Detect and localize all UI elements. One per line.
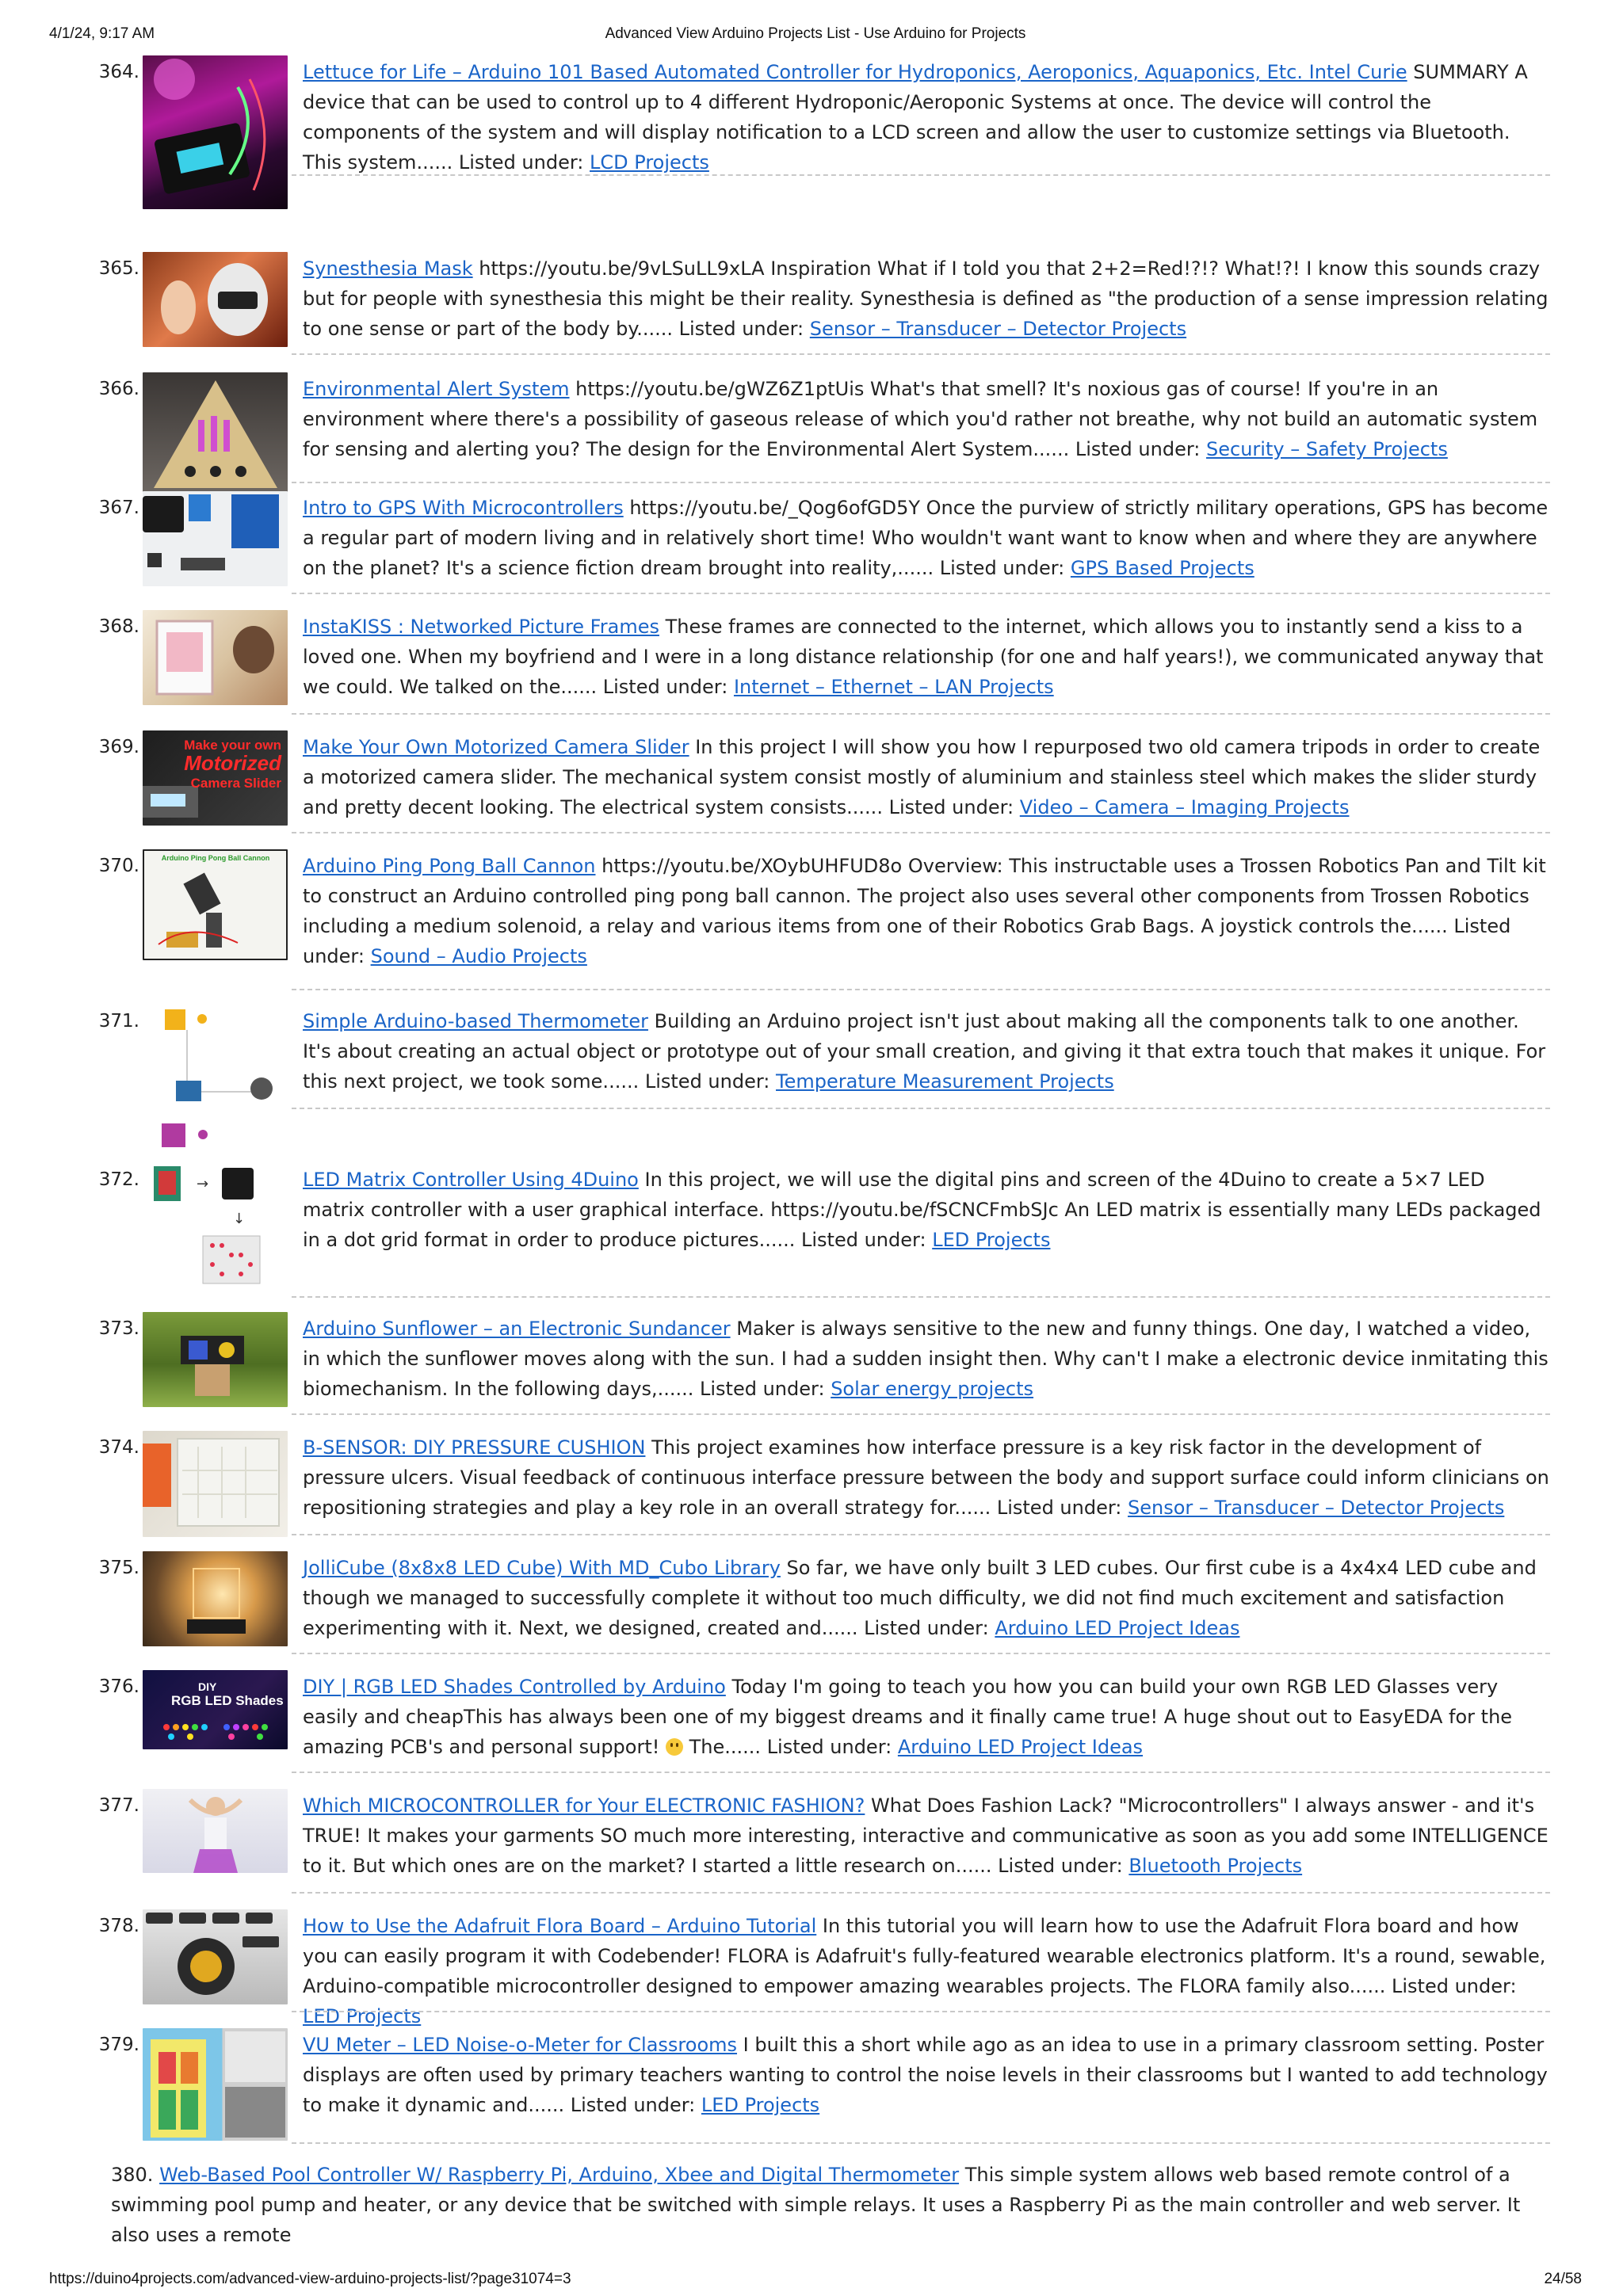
category-link[interactable]: LED Projects bbox=[932, 1229, 1051, 1251]
print-page-title: Advanced View Arduino Projects List - Use Arduino for Projects bbox=[605, 25, 1026, 42]
thumbnail-image[interactable] bbox=[143, 1909, 288, 2004]
list-item bbox=[79, 604, 1550, 724]
thumb-caption: Make your own bbox=[184, 738, 281, 753]
list-item bbox=[79, 2152, 1550, 2246]
svg-text:→: → bbox=[197, 1176, 209, 1192]
divider bbox=[292, 1108, 1550, 1109]
list-item bbox=[79, 724, 1550, 843]
thumbnail-image[interactable] bbox=[143, 849, 288, 960]
item-number: 377. bbox=[98, 1795, 139, 1816]
project-title-link[interactable]: Which MICROCONTROLLER for Your ELECTRONIC FASHION? bbox=[303, 1794, 865, 1817]
list-item bbox=[79, 366, 1550, 485]
item-number: 380. bbox=[111, 2164, 154, 2186]
list-item bbox=[79, 2022, 1550, 2152]
item-number: 379. bbox=[98, 2035, 139, 2055]
category-link[interactable]: Solar energy projects bbox=[831, 1378, 1034, 1400]
thumbnail-image[interactable] bbox=[143, 252, 288, 347]
divider bbox=[292, 1534, 1550, 1535]
list-item bbox=[79, 1425, 1550, 1545]
category-link[interactable]: LED Projects bbox=[303, 2005, 422, 2027]
project-title-link[interactable]: Simple Arduino-based Thermometer bbox=[303, 1010, 648, 1032]
item-number: 365. bbox=[98, 258, 139, 279]
divider bbox=[292, 1653, 1550, 1654]
thumbnail-image[interactable] bbox=[143, 1312, 288, 1407]
project-title-link[interactable]: Make Your Own Motorized Camera Slider bbox=[303, 736, 689, 758]
thumbnail-image[interactable] bbox=[143, 372, 288, 496]
list-item bbox=[79, 1157, 1550, 1306]
divider bbox=[292, 1772, 1550, 1773]
list-item bbox=[79, 49, 1550, 246]
category-link[interactable]: LCD Projects bbox=[590, 151, 709, 174]
list-item bbox=[79, 246, 1550, 366]
divider bbox=[292, 1892, 1550, 1894]
project-title-link[interactable]: Web-Based Pool Controller W/ Raspberry Pi, Arduino, Xbee and Digital Thermometer bbox=[159, 2164, 960, 2186]
divider bbox=[292, 989, 1550, 990]
thumbnail-image[interactable] bbox=[143, 1005, 288, 1155]
category-link[interactable]: Arduino LED Project Ideas bbox=[995, 1617, 1240, 1639]
item-number: 374. bbox=[98, 1437, 139, 1458]
project-title-link[interactable]: How to Use the Adafruit Flora Board – Arduino Tutorial bbox=[303, 1915, 817, 1937]
item-description: Simple Arduino-based Thermometer Building an Arduino project isn't just about making all the components talk to one another. It's about creating an actual object or prototype out of your small creation, and giving it that extra touch that makes it unique. For this next project, we took some...... Listed under: Temperature Measurement Projects bbox=[303, 1010, 1546, 1093]
item-number: 375. bbox=[98, 1558, 139, 1578]
smiley-icon bbox=[666, 1738, 683, 1756]
divider bbox=[292, 482, 1550, 483]
divider bbox=[292, 593, 1550, 594]
category-link[interactable]: Temperature Measurement Projects bbox=[776, 1070, 1114, 1093]
divider bbox=[292, 174, 1550, 176]
item-description: JolliCube (8x8x8 LED Cube) With MD_Cubo Library So far, we have only built 3 LED cubes. Our first cube is a 4x4x4 LED cube and though we managed to successfully complete it without too much difficulty, we did not find much excitement and satisfaction experimenting with it. Next, we designed, created and...... Listed under: Arduino LED Project Ideas bbox=[303, 1557, 1537, 1639]
divider bbox=[292, 1296, 1550, 1298]
list-item bbox=[79, 998, 1550, 1157]
thumbnail-image[interactable] bbox=[143, 1163, 288, 1290]
item-description: How to Use the Adafruit Flora Board – Arduino Tutorial In this tutorial you will learn how to use the Adafruit Flora board and how you can easily program it with Codebender! FLORA is Adafruit's fully-featured wearable electronics platform. It's a round, sewable, Arduino-compatible microcontroller designed to empower amazing wearables projects. The FLORA family also...... Listed under: LED Projects bbox=[303, 1915, 1546, 2027]
item-description: Environmental Alert System https://youtu.be/gWZ6Z1ptUis What's that smell? It's noxious gas of course! If you're in an environment where there's a possibility of gaseous release of which you'd rather not breathe, why not build an automatic system for sensing and alerting you? The design for the Environmental Alert System...... Listed under: Security – Safety Projects bbox=[303, 378, 1538, 460]
project-title-link[interactable]: B-SENSOR: DIY PRESSURE CUSHION bbox=[303, 1436, 646, 1459]
print-header bbox=[49, 25, 1582, 48]
list-item bbox=[79, 485, 1550, 604]
project-title-link[interactable]: DIY | RGB LED Shades Controlled by Arduino bbox=[303, 1676, 726, 1698]
category-link[interactable]: Bluetooth Projects bbox=[1128, 1855, 1303, 1877]
item-number: 372. bbox=[98, 1169, 139, 1190]
item-number: 369. bbox=[98, 737, 139, 757]
divider bbox=[292, 2142, 1550, 2144]
category-link[interactable]: Security – Safety Projects bbox=[1206, 438, 1448, 460]
project-title-link[interactable]: LED Matrix Controller Using 4Duino bbox=[303, 1169, 639, 1191]
project-title-link[interactable]: Arduino Sunflower – an Electronic Sundancer bbox=[303, 1318, 731, 1340]
item-description: InstaKISS : Networked Picture Frames These frames are connected to the internet, which allows you to instantly send a kiss to a loved one. When my boyfriend and I were in a long distance relationship (for one and half years!), we communicated anyway that we could. We talked on the...... Listed under: Internet – Ethernet – LAN Projects bbox=[303, 616, 1544, 698]
list-item bbox=[79, 1783, 1550, 1903]
list-item bbox=[79, 1306, 1550, 1425]
svg-text:↓: ↓ bbox=[233, 1211, 246, 1227]
category-link[interactable]: GPS Based Projects bbox=[1070, 557, 1254, 579]
item-description: B-SENSOR: DIY PRESSURE CUSHION This project examines how interface pressure is a key risk factor in the development of pressure ulcers. Visual feedback of continuous interface pressure between the body and support surface could inform clinicians on repositioning strategies and play a key role in an overall strategy for...... Listed under: Sensor – Transducer – Detector Projects bbox=[303, 1436, 1549, 1519]
category-link[interactable]: LED Projects bbox=[701, 2094, 820, 2116]
item-description: Arduino Ping Pong Ball Cannon https://youtu.be/XOybUHFUD8o Overview: This instructable uses a Trossen Robotics Pan and Tilt kit to construct an Arduino controlled ping pong ball cannon. The project also uses several other components from Trossen Robotics including a medium solenoid, a relay and various items from one of their Robotics Grab Bags. A joystick controls the...... Listed under: Sound – Audio Projects bbox=[303, 855, 1546, 967]
print-footer bbox=[49, 2271, 1582, 2293]
thumbnail-image[interactable] bbox=[143, 491, 288, 586]
thumbnail-image[interactable] bbox=[143, 1789, 288, 1873]
category-link[interactable]: Internet – Ethernet – LAN Projects bbox=[733, 676, 1054, 698]
project-title-link[interactable]: Environmental Alert System bbox=[303, 378, 570, 400]
category-link[interactable]: Sensor – Transducer – Detector Projects bbox=[1128, 1497, 1505, 1519]
project-title-link[interactable]: Arduino Ping Pong Ball Cannon bbox=[303, 855, 596, 877]
thumb-caption: Arduino Ping Pong Ball Cannon bbox=[161, 854, 270, 862]
item-description: 380. Web-Based Pool Controller W/ Raspberry Pi, Arduino, Xbee and Digital Thermometer This simple system allows web based remote control of a swimming pool pump and heater, or any device that be switched with simple relays. It uses a Raspberry Pi as the main controller and web server. It also uses a remote bbox=[111, 2164, 1521, 2246]
item-description: Make Your Own Motorized Camera Slider In this project I will show you how I repurposed two old camera tripods in order to create a motorized camera slider. The mechanical system consist mostly of aluminium and stainless steel which makes the slider sturdy and pretty decent looking. The electrical system consists...... Listed under: Video – Camera – Imaging Projects bbox=[303, 736, 1541, 818]
divider bbox=[292, 2011, 1550, 2012]
thumbnail-image[interactable] bbox=[143, 1431, 288, 1537]
item-number: 364. bbox=[98, 62, 139, 82]
list-item bbox=[79, 1903, 1550, 2027]
item-description: Arduino Sunflower – an Electronic Sundancer Maker is always sensitive to the new and funny things. One day, I watched a video, in which the sunflower moves along with the sun. I had a sudden insight then. Why can't I make a electronic device inmitating this biomechanism. In the following days,...... Listed under: Solar energy projects bbox=[303, 1318, 1549, 1400]
divider bbox=[292, 353, 1550, 355]
thumb-caption: Motorized bbox=[184, 751, 281, 775]
item-number: 367. bbox=[98, 498, 139, 518]
item-number: 376. bbox=[98, 1676, 139, 1697]
project-title-link[interactable]: InstaKISS : Networked Picture Frames bbox=[303, 616, 659, 638]
item-description: Intro to GPS With Microcontrollers https://youtu.be/_Qog6ofGD5Y Once the purview of strictly military operations, GPS has become a regular part of modern living and in relatively short time! Who wouldn't want want to know when and where they are anywhere on the planet? It's a science fiction dream brought into reality,...... Listed under: GPS Based Projects bbox=[303, 497, 1549, 579]
print-url: https://duino4projects.com/advanced-view-arduino-projects-list/?page31074=3 bbox=[49, 2271, 571, 2287]
project-list bbox=[79, 49, 1550, 2246]
thumbnail-image[interactable] bbox=[143, 1551, 288, 1646]
category-link[interactable]: Sensor – Transducer – Detector Projects bbox=[809, 318, 1187, 340]
item-description: DIY | RGB LED Shades Controlled by Arduino Today I'm going to teach you how you can build your own RGB LED Glasses very easily and cheapThis has always been one of my biggest dreams and it finally came true! A huge shout out to EasyEDA for the amazing PCB's and personal support! The...... Listed under: Arduino LED Project Ideas bbox=[303, 1676, 1513, 1758]
thumb-caption: DIY bbox=[198, 1680, 217, 1693]
list-item bbox=[79, 1545, 1550, 1664]
project-title-link[interactable]: JolliCube (8x8x8 LED Cube) With MD_Cubo Library bbox=[303, 1557, 781, 1579]
project-title-link[interactable]: VU Meter – LED Noise-o-Meter for Classrooms bbox=[303, 2034, 738, 2056]
divider bbox=[292, 1413, 1550, 1415]
category-link[interactable]: Video – Camera – Imaging Projects bbox=[1019, 796, 1350, 818]
item-description: Which MICROCONTROLLER for Your ELECTRONIC FASHION? What Does Fashion Lack? "Microcontrollers" I always answer - and it's TRUE! It makes your garments SO much more interesting, interactive and communicative as soon as you add some INTELLIGENCE to it. But which ones are on the market? I started a little research on...... Listed under: Bluetooth Projects bbox=[303, 1794, 1549, 1877]
project-title-link[interactable]: Synesthesia Mask bbox=[303, 257, 473, 280]
project-title-link[interactable]: Lettuce for Life – Arduino 101 Based Automated Controller for Hydroponics, Aeroponics, Aquaponics, Etc. Intel Curie bbox=[303, 61, 1407, 83]
category-link[interactable]: Sound – Audio Projects bbox=[370, 945, 587, 967]
item-number: 366. bbox=[98, 379, 139, 399]
list-item bbox=[79, 1664, 1550, 1783]
item-description: LED Matrix Controller Using 4Duino In this project, we will use the digital pins and screen of the 4Duino to create a 5×7 LED matrix controller with a user graphical interface. https://youtu.be/fSCNCFmbSJc An LED matrix is essentially many LEDs packaged in a dot grid format in order to produce pictures...... Listed under: LED Projects bbox=[303, 1169, 1541, 1251]
thumbnail-image[interactable] bbox=[143, 2028, 288, 2141]
thumb-caption: RGB LED Shades bbox=[171, 1693, 284, 1708]
list-item bbox=[79, 843, 1550, 998]
thumb-caption: Camera Slider bbox=[190, 776, 281, 791]
thumbnail-image[interactable] bbox=[143, 1670, 288, 1749]
item-number: 371. bbox=[98, 1011, 139, 1032]
project-title-link[interactable]: Intro to GPS With Microcontrollers bbox=[303, 497, 624, 519]
item-number: 368. bbox=[98, 616, 139, 637]
item-description: VU Meter – LED Noise-o-Meter for Classrooms I built this a short while ago as an idea to use in a primary classroom setting. Poster displays are often used by primary teachers wanting to control the noise levels in their classrooms but I wanted to add technology to make it dynamic and...... Listed under: LED Projects bbox=[303, 2034, 1548, 2116]
item-number: 378. bbox=[98, 1916, 139, 1936]
item-description: Synesthesia Mask https://youtu.be/9vLSuLL9xLA Inspiration What if I told you that 2+2=Red!?!? What!?! I know this sounds crazy but for people with synesthesia this might be their reality. Synesthesia is defined as "the production of a sense impression relating to one sense or part of the body by...... Listed under: Sensor – Transducer – Detector Projects bbox=[303, 257, 1549, 340]
divider bbox=[292, 832, 1550, 833]
thumbnail-image[interactable] bbox=[143, 730, 288, 826]
print-page-number: 24/58 bbox=[1544, 2271, 1582, 2287]
thumbnail-image[interactable] bbox=[143, 55, 288, 209]
item-description: Lettuce for Life – Arduino 101 Based Automated Controller for Hydroponics, Aeroponics, Aquaponics, Etc. Intel Curie SUMMARY A device that can be used to control up to 4 different Hydroponic/Aeroponic Systems at once. The device will control the components of the system and will display notification to a LCD screen and allow the user to customize settings via Bluetooth. This system...... Listed under: LCD Projects bbox=[303, 61, 1528, 174]
thumbnail-image[interactable] bbox=[143, 610, 288, 705]
item-number: 370. bbox=[98, 856, 139, 876]
item-number: 373. bbox=[98, 1318, 139, 1339]
category-link[interactable]: Arduino LED Project Ideas bbox=[897, 1736, 1144, 1758]
divider bbox=[292, 713, 1550, 715]
print-datetime: 4/1/24, 9:17 AM bbox=[49, 25, 155, 42]
